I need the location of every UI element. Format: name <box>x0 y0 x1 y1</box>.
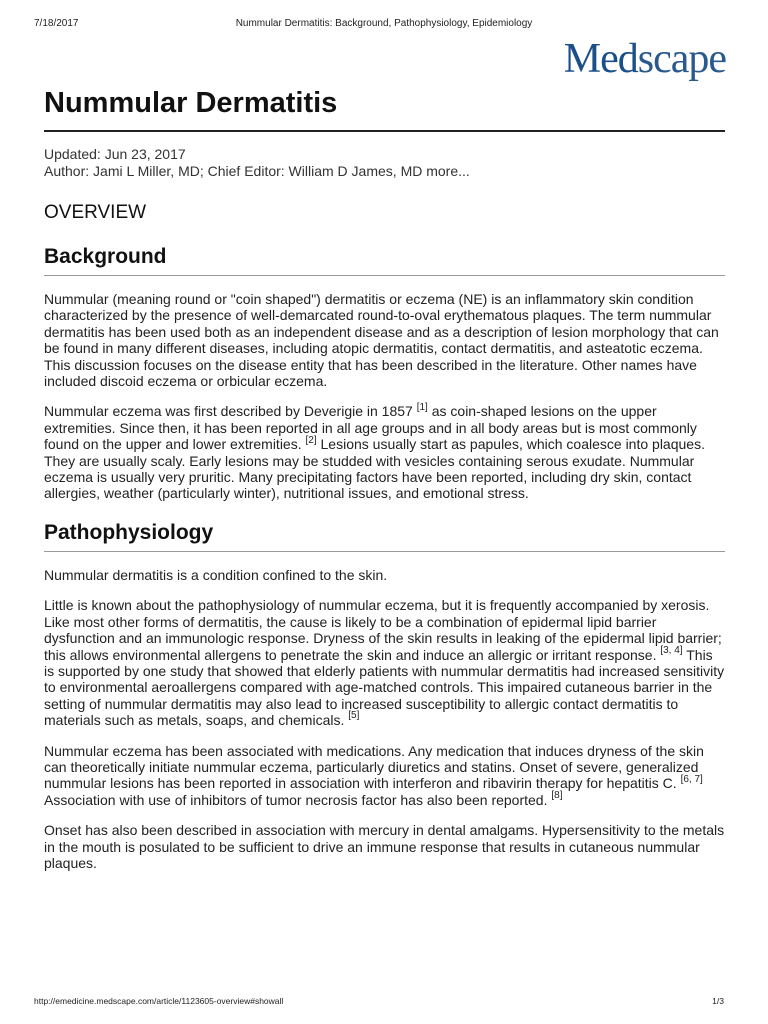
text-span: Little is known about the pathophysiology of nummular eczema, but it is frequently accompanied by xerosis. Like most other forms of dermatitis, the cause is likely to be a combination of epidermal lipid barrier dysfunction and an immunologic response. Dryness of the skin results in leaking of the epidermal lipid barrier; this allows environmental allergens to penetrate the skin and induce an allergic or irritant response. <box>44 597 722 663</box>
print-header <box>34 18 734 32</box>
article-title: Nummular Dermatitis <box>44 82 725 132</box>
patho-paragraph-1: Nummular dermatitis is a condition confined to the skin. <box>44 566 388 583</box>
reference-link[interactable]: [1] <box>416 401 428 413</box>
text-span: This is supported by one study that showed that elderly patients with nummular dermatitis had increased sensitivity to environmental aeroallergens compared with age-matched controls. This impaired cutaneous barrier in the setting of nummular dermatitis may also lead to increased susceptibility to allergic contact dermatitis to materials such as metals, soaps, and chemicals. <box>44 646 725 729</box>
logo-part-scape: scape <box>637 36 726 82</box>
medscape-logo[interactable] <box>564 38 726 80</box>
page-url[interactable]: http://emedicine.medscape.com/article/1123605-overview#showall <box>34 996 284 1006</box>
page-number: 1/3 <box>712 996 724 1006</box>
background-paragraph-2 <box>44 403 725 501</box>
text-span: Association with use of inhibitors of tumor necrosis factor has also been reported. <box>44 791 552 808</box>
article-meta <box>44 146 725 180</box>
reference-link[interactable]: [3, 4] <box>660 644 683 656</box>
author-line[interactable]: Author: Jami L Miller, MD; Chief Editor: William D James, MD more... <box>44 163 470 179</box>
pathophysiology-heading: Pathophysiology <box>44 520 725 552</box>
print-title: Nummular Dermatitis: Background, Pathophysiology, Epidemiology <box>235 18 533 29</box>
pathophysiology-section <box>44 520 725 872</box>
reference-link[interactable]: [6, 7] <box>680 773 703 785</box>
text-span: Nummular eczema has been associated with medications. Any medication that induces dryness of the skin can theoretically initiate nummular eczema, particularly diuretics and statins. Onset of severe, generalized nummular lesions has been reported in association with interferon and ribavirin therapy for hepatitis C. <box>44 742 704 792</box>
logo-part-med: Med <box>563 36 638 82</box>
print-footer <box>34 996 724 1008</box>
background-section <box>44 244 725 502</box>
article-content <box>44 82 725 871</box>
reference-link[interactable]: [5] <box>348 710 360 722</box>
text-span: Lesions usually start as papules, which coalesce into plaques. They are usually scaly. Early lesions may be studded with vesicles containing serous exudate. Nummular eczema is usually very pruritic. Many precipitating factors have been reported, including dry skin, contact allergies, weather (particularly winter), nutritional issues, and emotional stress. <box>44 436 705 502</box>
text-span: Nummular eczema was first described by Deverigie in 1857 <box>44 403 417 420</box>
overview-heading: OVERVIEW <box>44 202 147 223</box>
text-span: as coin-shaped lesions on the upper extremities. Since then, it has been reported in all age groups and in all body areas but is most commonly found on the upper and lower extremities. <box>44 403 697 453</box>
patho-paragraph-2 <box>44 597 725 728</box>
reference-link[interactable]: [2] <box>305 434 317 446</box>
reference-link[interactable]: [8] <box>551 790 563 802</box>
background-heading: Background <box>44 244 725 276</box>
print-date: 7/18/2017 <box>34 18 79 29</box>
background-paragraph-1: Nummular (meaning round or "coin shaped") dermatitis or eczema (NE) is an inflammatory skin condition characterized by the presence of well-demarcated round-to-oval erythematous plaques. The term nummular dermatitis has been used both as an independent disease and as a description of lesion morphology that can be found in many different diseases, including atopic dermatitis, contact dermatitis, and asteatotic eczema. This discussion focuses on the disease entity that has been described in the literature. Other names have included discoid eczema or orbicular eczema. <box>44 291 719 390</box>
patho-paragraph-3 <box>44 743 725 809</box>
patho-paragraph-4: Onset has also been described in association with mercury in dental amalgams. Hypersensitivity to the metals in the mouth is posulated to be sufficient to drive an immune response that results in cutaneous nummular plaques. <box>44 822 725 871</box>
updated-date: Updated: Jun 23, 2017 <box>44 146 186 162</box>
